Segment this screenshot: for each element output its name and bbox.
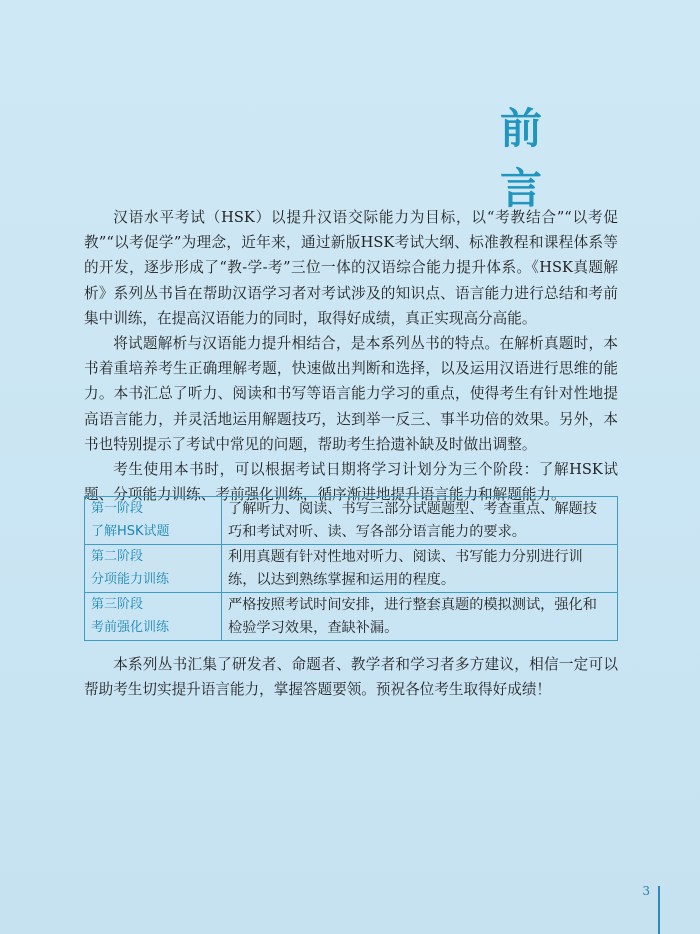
stage-title: 分项能力训练 [91,571,170,587]
paragraph-2: 将试题解析与汉语能力提升相结合，是本系列丛书的特点。在解析真题时，本书着重培养考生正确理解考题，快速做出判断和选择，以及运用汉语进行思维的能力。本书汇总了听力、阅读和书写等语言能力学习的重点，使得考生有针对性地提高语言能力，并灵活地运用解题技巧，达到举一反三、事半功倍的效果。另外，本书也特别提示了考试中常见的问题，帮助考生拾遗补缺及时做出调整。 [84,335,618,453]
stages-table [84,496,618,641]
stage-title: 了解HSK试题 [91,523,170,539]
table-row [85,497,618,545]
paragraph-3: 考生使用本书时，可以根据考试日期将学习计划分为三个阶段：了解HSK试题、分项能力训练、考前强化训练，循序渐进地提升语言能力和解题能力。 [84,461,618,504]
stage-description: 了解听力、阅读、书写三部分试题题型、考查重点、解题技巧和考试对听、读、写各部分语言能力的要求。 [222,497,618,545]
stage-cell [85,497,222,545]
stage-title: 考前强化训练 [91,619,170,635]
intro-text [84,205,618,507]
stage-label: 第二阶段 [91,549,144,564]
stage-cell [85,545,222,593]
stage-description: 严格按照考试时间安排，进行整套真题的模拟测试，强化和检验学习效果，查缺补漏。 [222,593,618,641]
table-row [85,593,618,641]
stage-label: 第一阶段 [91,501,144,516]
page-number: 3 [642,884,650,898]
paragraph-1: 汉语水平考试（HSK）以提升汉语交际能力为目标，以“考教结合”“以考促教”“以考促学”为理念，近年来，通过新版HSK考试大纲、标准教程和课程体系等的开发，逐步形成了“教-学-考”三位一体的汉语综合能力提升体系。《HSK真题解析》系列丛书旨在帮助汉语学习者对考试涉及的知识点、语言能力进行总结和考前集中训练，在提高汉语能力的同时，取得好成绩，真正实现高分高能。 [84,209,618,327]
page-edge-line [658,886,660,934]
closing-paragraph: 本系列丛书汇集了研发者、命题者、教学者和学习者多方建议，相信一定可以帮助考生切实提升语言能力，掌握答题要领。预祝各位考生取得好成绩！ [84,656,618,699]
page-title: 前 言 [500,104,641,213]
table-row [85,545,618,593]
stage-cell [85,593,222,641]
stage-description: 利用真题有针对性地对听力、阅读、书写能力分别进行训练，以达到熟练掌握和运用的程度。 [222,545,618,593]
stage-label: 第三阶段 [91,597,144,612]
